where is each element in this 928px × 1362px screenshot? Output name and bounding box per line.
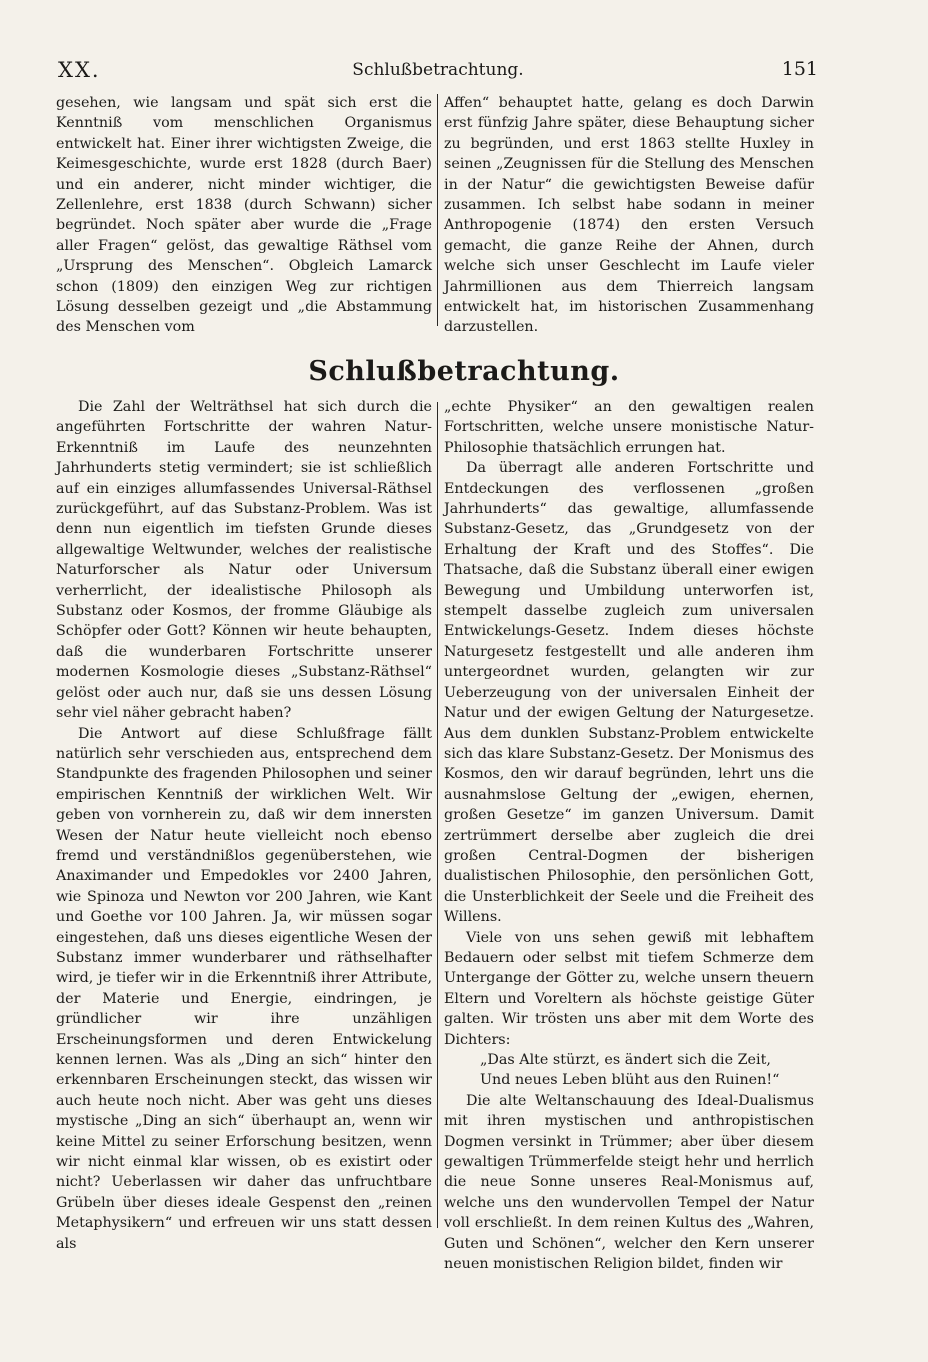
bottom-left-column <box>56 397 432 1254</box>
paragraph: Viele von uns sehen gewiß mit lebhaftem Bedauern oder selbst mit tiefem Schmerze dem Untergange der Götter zu, welche unsern theuern Eltern und Voreltern als höchste geistige Güter galten. Wir trösten uns aber mit dem Worte des Dichters: <box>444 929 814 1048</box>
paragraph: gesehen, wie langsam und spät sich erst die Kenntniß vom menschlichen Organismus entwickelt hat. Einer ihrer wichtigsten Zweige, die Keimesgeschichte, wurde erst 1828 (durch Baer) und ein anderer, nicht minder wichtiger, die Zellenlehre, erst 1838 (durch Schwann) sicher begründet. Noch später aber wurde die „Frage aller Fragen“ gelöst, das gewaltige Räthsel vom „Ursprung des Menschen“. Obgleich Lamarck schon (1809) den einzigen Weg zur richtigen Lösung desselben gezeigt und „die Abstammung des Menschen vom <box>56 95 432 336</box>
paragraph: Die Antwort auf diese Schlußfrage fällt natürlich sehr verschieden aus, entsprechend dem Standpunkte des fragenden Philosophen und seiner empirischen Kenntniß der wirklichen Welt. Wir geben von vornherein zu, daß wir dem innersten Wesen der Natur heute vielleicht noch ebenso fremd und verständnißlos gegenüberstehen, wie Anaximander und Empedokles vor 2400 Jahren, wie Spinoza und Newton vor 200 Jahren, wie Kant und Goethe vor 100 Jahren. Ja, wir müssen sogar eingestehen, daß uns dieses eigentliche Wesen der Substanz immer wunderbarer und räthselhafter wird, je tiefer wir in die Erkenntniß ihrer Attribute, der Materie und Energie, eindringen, je gründlicher wir ihre unzähligen Erscheinungsformen und deren Entwickelung kennen lernen. Was als „Ding an sich“ hinter den erkennbaren Erscheinungen steckt, das wissen wir auch heute noch nicht. Aber was geht uns dieses mystische „Ding an sich“ überhaupt an, wenn wir keine Mittel zu seiner Erforschung besitzen, wenn wir nicht einmal klar wissen, ob es existirt oder nicht? Ueberlassen wir daher das unfruchtbare Grübeln über dieses ideale Gespenst den „reinen Metaphysikern“ und erfreuen wir uns statt dessen als <box>56 725 432 1252</box>
page-number: 151 <box>781 58 818 80</box>
section-heading: Schlußbetrachtung. <box>308 356 620 387</box>
verse-line: Und neues Leben blüht aus den Ruinen!“ <box>480 1072 780 1089</box>
column-divider <box>437 402 438 1228</box>
top-left-column <box>56 93 432 338</box>
paragraph: Affen“ behauptet hatte, gelang es doch Darwin erst fünfzig Jahre später, diese Behauptung sicher zu begründen, und erst 1863 stellte Huxley in seinen „Zeugnissen für die Stellung des Menschen in der Natur“ die gewichtigsten Beweise dafür zusammen. Ich selbst habe sodann in meiner Anthropogenie (1874) den ersten Versuch gemacht, die ganze Reihe der Ahnen, durch welche sich unser Geschlecht im Laufe vieler Jahrmillionen aus dem Thierreich langsam entwickelt hat, im historischen Zusammenhang darzustellen. <box>444 95 814 336</box>
paragraph: Da überragt alle anderen Fortschritte und Entdeckungen des verflossenen „großen Jahrhunderts“ das gewaltige, allumfassende Substanz-Gesetz, das „Grundgesetz von der Erhaltung der Kraft und des Stoffes“. Die Thatsache, daß die Substanz überall einer ewigen Bewegung und Umbildung unterworfen ist, stempelt dasselbe zugleich zum universalen Entwickelungs-Gesetz. Indem dieses höchste Naturgesetz festgestellt und alle anderen ihm untergeordnet wurden, gelangten wir zur Ueberzeugung von der universalen Einheit der Natur und der ewigen Geltung der Naturgesetze. Aus dem dunklen Substanz-Problem entwickelte sich das klare Substanz-Gesetz. Der Monismus des Kosmos, den wir darauf begründen, lehrt uns die ausnahmslose Geltung der „ewigen, ehernen, großen Gesetze“ im ganzen Universum. Damit zertrümmert derselbe aber zugleich die drei großen Central-Dogmen der bisherigen dualistischen Philosophie, den persönlichen Gott, die Unsterblichkeit der Seele und die Freiheit des Willens. <box>444 460 814 926</box>
bottom-right-column <box>444 397 814 1274</box>
column-divider <box>437 94 438 326</box>
top-right-column <box>444 93 814 338</box>
paragraph: Die alte Weltanschauung des Ideal-Dualismus mit ihren mystischen und anthropistischen Dogmen versinkt in Trümmer; aber über diesem gewaltigen Trümmerfelde steigt hehr und herrlich die neue Sonne unseres Real-Monismus auf, welche uns den wundervollen Tempel der Natur voll erschließt. In dem reinen Kultus des „Wahren, Guten und Schönen“, welcher den Kern unserer neuen monistischen Religion bildet, finden wir <box>444 1092 814 1273</box>
verse-line: „Das Alte stürzt, es ändert sich die Zeit, <box>480 1052 771 1068</box>
paragraph: „echte Physiker“ an den gewaltigen realen Fortschritten, welche unsere monistische Natur-Philosophie thatsächlich errungen hat. <box>444 399 814 456</box>
running-header <box>58 58 818 86</box>
running-title: Schlußbetrachtung. <box>352 60 524 80</box>
chapter-number: XX. <box>58 58 101 82</box>
paragraph: Die Zahl der Welträthsel hat sich durch die angeführten Fortschritte der wahren Natur-Erkenntniß im Laufe des neunzehnten Jahrhunderts stetig vermindert; sie ist schließlich auf ein einziges allumfassendes Universal-Räthsel zurückgeführt, auf das Substanz-Problem. Was ist denn nun eigentlich im tiefsten Grunde dieses allgewaltige Weltwunder, welches der realistische Naturforscher als Natur oder Universum verherrlicht, der idealistische Philosoph als Substanz oder Kosmos, der fromme Gläubige als Schöpfer oder Gott? Können wir heute behaupten, daß die wunderbaren Fortschritte unserer modernen Kosmologie dieses „Substanz-Räthsel“ gelöst oder auch nur, daß sie uns dessen Lösung sehr viel näher gebracht haben? <box>56 399 432 722</box>
